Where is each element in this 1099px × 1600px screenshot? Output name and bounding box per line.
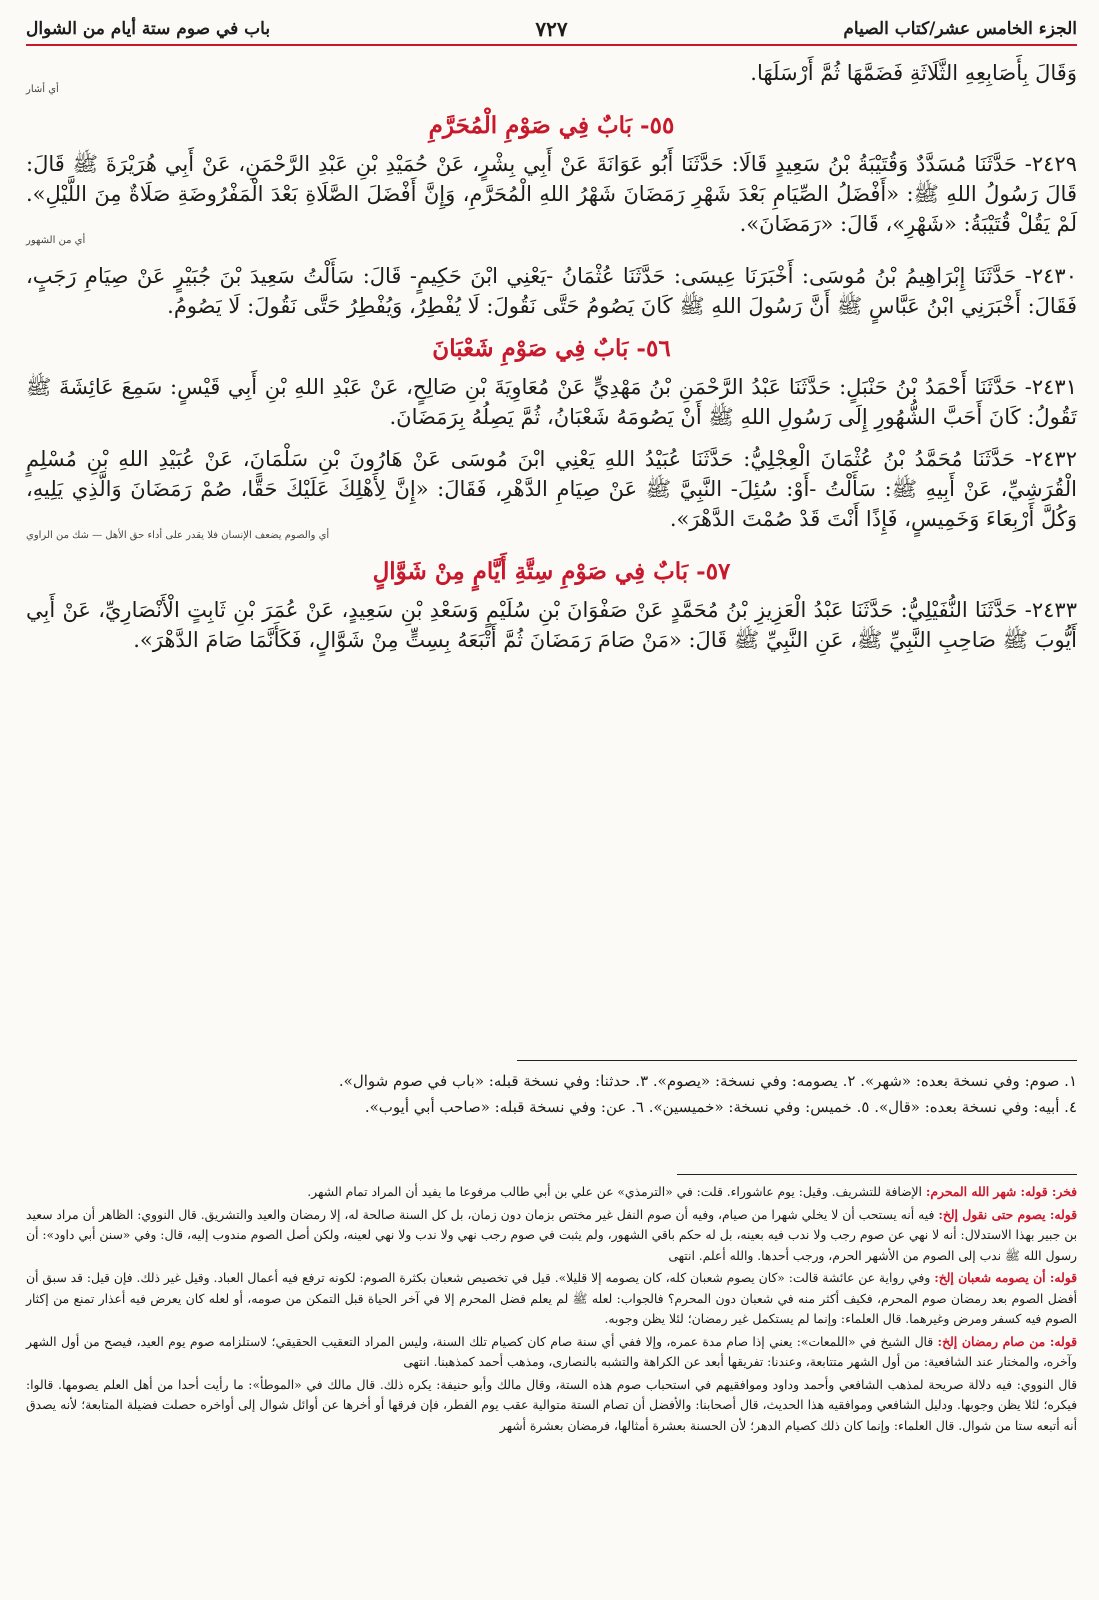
variant-readings <box>26 1068 1077 1120</box>
commentary-label: قوله: أن يصومه شعبان إلخ: <box>934 1270 1077 1285</box>
commentary-text: وفي رواية عن عائشة قالت: «كان يصوم شعبان كله، كان يصومه إلا قليلا». قيل في تخصيص شعبان بكثرة الصوم: لكونه ترفع فيه أعمال العباد. وقيل غير ذلك. فإن قيل: قد سبق أن أفضل الصوم بعد رمضان صوم المحرم، فكيف أكثر منه في شعبان دون المحرم؟ فالجواب: لعله ﷺ لم يعلم فضل المحرم إلا في آخر الحياة قبل التمكن من صومه، أو لعله كان يعرض فيه أعذار تمنع من إكثار الصوم فيه كسفر ومرض وغيرهما. قال العلماء: وإنما لم يستكمل غير رمضان؛ لئلا يظن وجوبه. <box>26 1271 1077 1326</box>
page-number: ٧٢٧ <box>535 17 568 41</box>
hadith-gloss: أي من الشهور <box>26 235 86 246</box>
header-chapter-title: باب في صوم ستة أيام من الشوال <box>26 19 271 39</box>
commentary-paragraph <box>26 1375 1077 1437</box>
running-header <box>26 14 1077 46</box>
commentary-divider <box>677 1174 1077 1175</box>
commentary <box>26 1182 1077 1438</box>
intro-gloss: أي أشار <box>26 84 59 95</box>
main-text <box>26 58 1077 667</box>
commentary-label: قوله: يصوم حتى نقول إلخ: <box>938 1206 1077 1222</box>
chapter-heading-55: ٥٥- بَابٌ فِي صَوْمِ الْمُحَرَّمِ <box>428 112 675 139</box>
hadith-gloss: أي والصوم يضعف الإنسان فلا يقدر على أداء حق الأهل — شك من الراوي <box>26 530 330 541</box>
commentary-paragraph <box>26 1332 1077 1373</box>
footnote-divider <box>517 1060 1077 1061</box>
commentary-label: قوله: من صام رمضان إلخ: <box>937 1333 1078 1349</box>
header-volume-title: الجزء الخامس عشر/كتاب الصيام <box>843 19 1077 39</box>
commentary-text: قال الشيخ في «اللمعات»: يعني إذا صام مدة عمره، وإلا ففي أي سنة صام كان كصيام تلك السنة، وليس المراد التعقيب الحقيقي؛ لاستلزامه صوم يوم العيد، فيصح من أول الشهر وآخره، والمختار عند الشافعية: من أول الشهر متتابعة، وعندنا: تفريقها أبعد عن الكراهة والتشبه بالنصارى، ومذهب أحمد كمذهبنا. انتهى <box>26 1334 1077 1369</box>
hadith-text: ٢٤٣٢- حَدَّثَنَا مُحَمَّدُ بْنُ عُثْمَانَ الْعِجْلِيُّ: حَدَّثَنَا عُبَيْدُ اللهِ يَعْنِي ابْنَ مُوسَى عَنْ هَارُونَ بْنِ سَلْمَانَ، عَنْ عُبَيْدِ اللهِ بْنِ مُسْلِمٍ الْقُرَشِيِّ، عَنْ أَبِيهِ ﷺ: سَأَلْتُ -أَوْ: سُئِلَ- النَّبِيَّ ﷺ عَنْ صِيَامِ الدَّهْرِ، فَقَالَ: «إِنَّ لِأَهْلِكَ عَلَيْكَ حَقًّا، صُمْ رَمَضَانَ وَالَّذِي يَلِيهِ، وَكُلَّ أَرْبِعَاءَ وَخَمِيسٍ، فَإِذًا أَنْتَ قَدْ صُمْتَ الدَّهْرَ». <box>26 447 1077 531</box>
hadith-text: ٢٤٣١- حَدَّثَنَا أَحْمَدُ بْنُ حَنْبَلٍ: حَدَّثَنَا عَبْدُ الرَّحْمَنِ بْنُ مَهْدِيٍّ عَنْ مُعَاوِيَةَ بْنِ صَالِحٍ، عَنْ عَبْدِ اللهِ بْنِ أَبِي قَيْسٍ: سَمِعَ عَائِشَةَ ﷺ تَقُولُ: كَانَ أَحَبَّ الشُّهُورِ إِلَى رَسُولِ اللهِ ﷺ أَنْ يَصُومَهُ شَعْبَانُ، ثُمَّ يَصِلُهُ بِرَمَضَانَ. <box>26 375 1077 429</box>
commentary-text: قال النووي: فيه دلالة صريحة لمذهب الشافعي وأحمد وداود وموافقيهم في استحباب صوم هذه الستة، وقال مالك وأبو حنيفة: يكره ذلك. قال مالك في «الموطأ»: ما رأيت أحدا من أهل العلم يصومها. قالوا: فيكره؛ لئلا يظن وجوبها. ودليل الشافعي وموافقيه هذا الحديث، قال أصحابنا: والأفضل أن تصام الستة متوالية عقب يوم الفطر، فإن فرقها أو أخرها عن أوائل شوال إلى أواخره حصلت فضيلة المتابعة؛ لأنه يصدق أنه أتبعه ستا من شوال. قال العلماء: وإنما كان ذلك كصيام الدهر؛ لأن الحسنة بعشرة أمثالها، فرمضان بعشرة أشهر <box>26 1377 1077 1433</box>
hadith-2433 <box>26 595 1077 655</box>
commentary-paragraph <box>26 1268 1077 1330</box>
intro-line: وَقَالَ بِأَصَابِعِهِ الثَّلَاثَةِ فَضَمَّهَا ثُمَّ أَرْسَلَهَا. <box>750 61 1077 85</box>
hadith-text: ٢٤٣٠- حَدَّثَنَا إِبْرَاهِيمُ بْنُ مُوسَى: أَخْبَرَنَا عِيسَى: حَدَّثَنَا عُثْمَانُ -يَعْنِي ابْنَ حَكِيمٍ- قَالَ: سَأَلْتُ سَعِيدَ بْنَ جُبَيْرٍ عَنْ صِيَامِ رَجَبٍ، فَقَالَ: أَخْبَرَنِي ابْنُ عَبَّاسٍ ﷺ أَنَّ رَسُولَ اللهِ ﷺ كَانَ يَصُومُ حَتَّى نَقُولَ: لَا يُفْطِرُ، وَيُفْطِرُ حَتَّى نَقُولَ: لَا يَصُومُ. <box>26 264 1077 318</box>
commentary-text: الإضافة للتشريف. وقيل: يوم عاشوراء. قلت: في «الترمذي» عن علي بن أبي طالب مرفوعا ما يفيد أن المراد تمام الشهر. <box>307 1185 922 1199</box>
chapter-heading-57: ٥٧- بَابٌ فِي صَوْمِ سِتَّةِ أَيَّامٍ مِنْ شَوَّالٍ <box>372 558 731 585</box>
commentary-paragraph <box>26 1182 1077 1203</box>
hadith-2431 <box>26 372 1077 432</box>
hadith-text: ٢٤٢٩- حَدَّثَنَا مُسَدَّدٌ وَقُتَيْبَةُ بْنُ سَعِيدٍ قَالَا: حَدَّثَنَا أَبُو عَوَانَةَ عَنْ أَبِي بِشْرٍ، عَنْ حُمَيْدِ بْنِ عَبْدِ الرَّحْمَنِ، عَنْ أَبِي هُرَيْرَةَ ﷺ قَالَ: قَالَ رَسُولُ اللهِ ﷺ: «أَفْضَلُ الصِّيَامِ بَعْدَ شَهْرِ رَمَضَانَ شَهْرُ اللهِ الْمُحَرَّمِ، وَإِنَّ أَفْضَلَ الصَّلَاةِ بَعْدَ الْمَفْرُوضَةِ صَلَاةٌ مِنَ اللَّيْلِ». لَمْ يَقُلْ قُتَيْبَةُ: «شَهْرِ»، قَالَ: «رَمَضَانَ». <box>26 152 1077 236</box>
hadith-text: ٢٤٣٣- حَدَّثَنَا النُّفَيْلِيُّ: حَدَّثَنَا عَبْدُ الْعَزِيزِ بْنُ مُحَمَّدٍ عَنْ صَفْوَانَ بْنِ سُلَيْمٍ وَسَعْدِ بْنِ سَعِيدٍ، عَنْ عُمَرَ بْنِ ثَابِتٍ الْأَنْصَارِيِّ، عَنْ أَبِي أَيُّوبَ ﷺ صَاحِبِ النَّبِيِّ ﷺ، عَنِ النَّبِيِّ ﷺ قَالَ: «مَنْ صَامَ رَمَضَانَ ثُمَّ أَتْبَعَهُ بِسِتٍّ مِنْ شَوَّالٍ، فَكَأَنَّمَا صَامَ الدَّهْرَ». <box>26 598 1077 652</box>
variant-line: ١. صوم: وفي نسخة بعده: «شهر». ٢. يصومه: وفي نسخة: «يصوم». ٣. حدثنا: وفي نسخة قبله: «باب في صوم شوال». <box>338 1072 1077 1090</box>
variant-line: ٤. أبيه: وفي نسخة بعده: «قال». ٥. خميس: وفي نسخة: «خميسين». ٦. عن: وفي نسخة قبله: «صاحب أبي أيوب». <box>364 1098 1077 1116</box>
commentary-paragraph <box>26 1205 1077 1267</box>
hadith-2430 <box>26 261 1077 321</box>
page <box>26 0 1077 1600</box>
hadith-2432 <box>26 444 1077 544</box>
chapter-heading-56: ٥٦- بَابٌ فِي صَوْمِ شَعْبَانَ <box>432 335 671 362</box>
commentary-label: فخر: قوله: شهر الله المحرم: <box>925 1184 1077 1199</box>
commentary-text: فيه أنه يستحب أن لا يخلي شهرا من صيام، وفيه أن صوم النفل غير مختص بزمان دون زمان، بل كل السنة صالحة له، إلا رمضان والعيد والتشريق. قال النووي: الظاهر أن مراد سعيد بن جبير بهذا الاستدلال: أنه لا نهي عن صوم رجب ولا ندب فيه بعينه، بل له حكم باقي الشهور، ولم يثبت في صوم رجب نهي ولا ندب ولا نهي لعينه، ولكن أصل الصوم مندوب إليه، قال: وفي «سنن أبي داود»: أن رسول الله ﷺ ندب إلى الصوم من الأشهر الحرم، ورجب أحدها. والله أعلم. انتهى <box>26 1207 1077 1263</box>
hadith-2429 <box>26 149 1077 249</box>
